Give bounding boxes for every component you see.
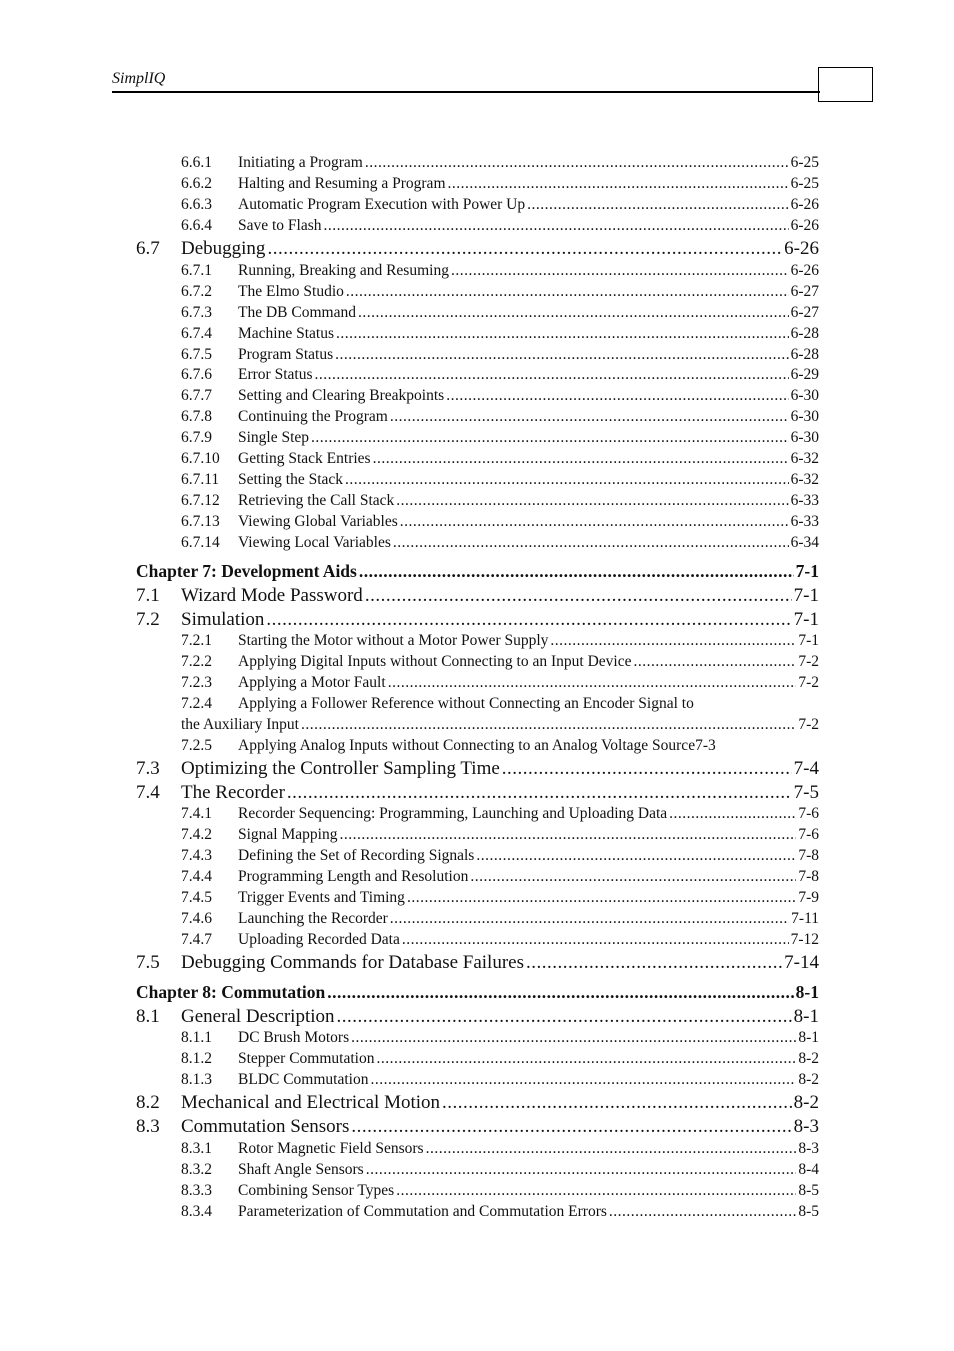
toc-entry-page: 7-2 [798, 716, 819, 733]
toc-entry-title: Combining Sensor Types [238, 1182, 395, 1199]
toc-entry[interactable] [181, 889, 819, 910]
toc-entry-page: 6-26 [790, 217, 819, 234]
dot-leader [402, 931, 789, 949]
toc-entry-title: Save to Flash [238, 217, 322, 234]
toc-entry-number: 6.7 [136, 238, 160, 259]
toc-entry-number: 8.1 [136, 1006, 160, 1027]
dot-leader [470, 868, 796, 886]
toc-entry-title: Chapter 8: Commutation [136, 982, 326, 1002]
dot-leader [448, 175, 789, 193]
toc-entry-page: 6-29 [790, 366, 819, 383]
toc-entry-title: the Auxiliary Input [181, 716, 299, 733]
toc-entry-number: 7.2.4 [181, 695, 212, 712]
dot-leader [266, 609, 791, 631]
dot-leader [339, 826, 796, 844]
toc-entry-number: 6.7.9 [181, 429, 212, 446]
toc-entry-title: Debugging Commands for Database Failures [181, 952, 524, 973]
toc-entry-page: 8-3 [793, 1116, 819, 1137]
dot-leader [476, 847, 796, 865]
toc-entry-page: 8-1 [793, 1006, 819, 1027]
toc-entry[interactable] [181, 325, 819, 346]
toc-entry-number: 7.1 [136, 585, 160, 606]
toc-entry-title: Continuing the Program [238, 408, 388, 425]
dot-leader [396, 492, 788, 510]
toc-entry-number: 7.2.5 [181, 737, 212, 754]
toc-entry-page: 7-14 [784, 952, 819, 973]
toc-entry-page: 6-27 [790, 304, 819, 321]
toc-entry-number: 8.3.2 [181, 1161, 212, 1178]
toc-entry-page: 7-12 [790, 931, 819, 948]
toc-entry-title: Signal Mapping [238, 826, 338, 843]
toc-entry-title: Uploading Recorded Data [238, 931, 400, 948]
toc-entry-title: Debugging [181, 238, 266, 259]
toc-entry-page: 7-4 [793, 758, 819, 779]
toc-entry-number: 7.3 [136, 758, 160, 779]
toc-entry[interactable] [181, 1140, 819, 1161]
dot-leader [451, 262, 789, 280]
header-rule [112, 91, 820, 93]
toc-entry[interactable] [181, 175, 819, 196]
dot-leader [390, 408, 789, 426]
toc-entry[interactable] [181, 283, 819, 304]
dot-leader [365, 585, 792, 607]
dot-leader [359, 561, 794, 582]
toc-entry-page: 6-30 [790, 387, 819, 404]
toc-entry-number: 7.2.2 [181, 653, 212, 670]
dot-leader [400, 513, 789, 531]
toc-entry[interactable] [181, 826, 819, 847]
toc-entry-title: Machine Status [238, 325, 334, 342]
toc-entry[interactable] [181, 262, 819, 283]
toc-entry[interactable] [136, 561, 819, 585]
toc-entry[interactable] [136, 1092, 819, 1116]
toc-entry-number: 6.7.6 [181, 366, 212, 383]
toc-entry-number: 6.7.1 [181, 262, 212, 279]
toc-entry-page: 8-2 [798, 1071, 819, 1088]
toc-entry-number: 7.4.1 [181, 805, 212, 822]
toc-entry[interactable] [136, 758, 819, 782]
toc-entry-title: Initiating a Program [238, 154, 363, 171]
dot-leader [446, 387, 788, 405]
dot-leader [324, 217, 789, 235]
toc-entry-page: 7-9 [798, 889, 819, 906]
toc-entry-title: Commutation Sensors [181, 1116, 350, 1137]
toc-entry[interactable] [181, 1182, 819, 1203]
toc-entry-title: The Elmo Studio [238, 283, 344, 300]
toc-entry-page: 8-2 [793, 1092, 819, 1113]
toc-entry-number: 8.3.3 [181, 1182, 212, 1199]
dot-leader [526, 952, 782, 974]
toc-entry[interactable] [181, 1161, 819, 1182]
toc-entry-title: Program Status [238, 346, 334, 363]
toc-entry[interactable] [181, 716, 819, 737]
toc-entry[interactable] [181, 1029, 819, 1050]
toc-entry-page: 8-1 [798, 1029, 819, 1046]
toc-entry-number: 7.2 [136, 609, 160, 630]
toc-entry-page: 7-1 [793, 585, 819, 606]
dot-leader [267, 238, 782, 260]
toc-entry-page: 7-8 [798, 868, 819, 885]
toc-entry-number: 7.4.2 [181, 826, 212, 843]
toc-entry-title: Running, Breaking and Resuming [238, 262, 449, 279]
toc-entry[interactable] [136, 1006, 819, 1030]
toc-entry[interactable] [181, 674, 819, 695]
toc-entry[interactable] [181, 534, 819, 555]
toc-entry-title: Mechanical and Electrical Motion [181, 1092, 441, 1113]
dot-leader [527, 196, 788, 214]
toc-entry-page: 8-5 [798, 1182, 819, 1199]
toc-entry-title: Halting and Resuming a Program [238, 175, 446, 192]
toc-entry-title: The Recorder [181, 782, 285, 803]
toc-entry[interactable] [181, 429, 819, 450]
dot-leader [373, 450, 789, 468]
toc-entry-title: Shaft Angle Sensors [238, 1161, 364, 1178]
toc-entry[interactable] [181, 805, 819, 826]
toc-entry[interactable] [181, 868, 819, 889]
toc-entry[interactable] [181, 1203, 819, 1224]
toc-entry-page: 6-30 [790, 408, 819, 425]
dot-leader [388, 674, 797, 692]
toc-entry-number: 7.4.7 [181, 931, 212, 948]
toc-entry[interactable] [136, 952, 819, 976]
toc-entry-number: 6.6.3 [181, 196, 212, 213]
toc-entry-page: 6-33 [790, 492, 819, 509]
toc-entry-page: 7-11 [791, 910, 819, 927]
toc-entry[interactable] [181, 513, 819, 534]
dot-leader [327, 982, 793, 1003]
toc-entry-page: 6-32 [790, 471, 819, 488]
toc-entry-title: Retrieving the Call Stack [238, 492, 395, 509]
toc-entry-page: 6-27 [790, 283, 819, 300]
toc-entry-page: 7-3 [695, 737, 716, 754]
toc-entry-title: Launching the Recorder [238, 910, 388, 927]
dot-leader [351, 1029, 796, 1047]
toc-entry[interactable] [181, 217, 819, 238]
toc-entry-title: Starting the Motor without a Motor Power Supply [238, 632, 549, 649]
toc-entry-title: Wizard Mode Password [181, 585, 363, 606]
dot-leader [336, 325, 789, 343]
toc-entry[interactable] [181, 1050, 819, 1071]
toc-entry[interactable] [136, 609, 819, 633]
toc-entry-number: 6.7.4 [181, 325, 212, 342]
toc-entry-page: 7-8 [798, 847, 819, 864]
toc-entry-number: 7.4.4 [181, 868, 212, 885]
toc-entry[interactable] [136, 585, 819, 609]
toc-entry-title: Optimizing the Controller Sampling Time [181, 758, 500, 779]
toc-entry-title: Applying a Follower Reference without Connecting an Encoder Signal to [238, 695, 694, 712]
running-header-title: SimplIQ [112, 70, 166, 87]
toc-entry[interactable] [181, 304, 819, 325]
toc-entry-page: 8-2 [798, 1050, 819, 1067]
dot-leader [407, 889, 796, 907]
toc-entry[interactable] [181, 632, 819, 653]
toc-entry-number: 8.2 [136, 1092, 160, 1113]
toc-entry-page: 6-26 [784, 238, 819, 259]
dot-leader [365, 154, 789, 172]
toc-entry-number: 8.3.1 [181, 1140, 212, 1157]
toc-entry[interactable] [181, 471, 819, 492]
dot-leader [550, 632, 796, 650]
toc-entry-number: 6.7.2 [181, 283, 212, 300]
toc-entry-title: Programming Length and Resolution [238, 868, 469, 885]
toc-entry-page: 6-32 [790, 450, 819, 467]
dot-leader [442, 1092, 792, 1114]
toc-entry-number: 7.4 [136, 782, 160, 803]
dot-leader [370, 1071, 796, 1089]
toc-entry-title: Viewing Local Variables [238, 534, 391, 551]
toc-entry-title: Applying Analog Inputs without Connecting to an Analog Voltage Source [238, 737, 696, 754]
toc-entry-page: 8-4 [798, 1161, 819, 1178]
toc-entry-number: 6.7.8 [181, 408, 212, 425]
dot-leader [287, 782, 792, 804]
toc-entry[interactable] [136, 238, 819, 262]
dot-leader [393, 534, 789, 552]
toc-entry-page: 7-1 [798, 632, 819, 649]
toc-entry[interactable] [136, 982, 819, 1006]
toc-entry-title: Chapter 7: Development Aids [136, 561, 357, 581]
toc-entry-number: 6.7.3 [181, 304, 212, 321]
dot-leader [376, 1050, 796, 1068]
dot-leader [609, 1203, 796, 1221]
toc-entry-title: Getting Stack Entries [238, 450, 371, 467]
toc-entry-title: Single Step [238, 429, 310, 446]
toc-entry-title: Rotor Magnetic Field Sensors [238, 1140, 424, 1157]
toc-entry-number: 8.1.2 [181, 1050, 212, 1067]
toc-entry-page: 8-5 [798, 1203, 819, 1220]
dot-leader [311, 429, 789, 447]
page-number-box [818, 67, 873, 102]
dot-leader [633, 653, 796, 671]
toc-entry-title: Stepper Commutation [238, 1050, 375, 1067]
toc-entry[interactable] [181, 366, 819, 387]
toc-entry-page: 7-5 [793, 782, 819, 803]
toc-entry-number: 6.6.1 [181, 154, 212, 171]
toc-entry-number: 7.4.5 [181, 889, 212, 906]
toc-entry[interactable] [181, 196, 819, 217]
toc-entry-number: 7.2.3 [181, 674, 212, 691]
dot-leader [358, 304, 789, 322]
toc-entry-number: 6.7.7 [181, 387, 212, 404]
toc-entry-title: Defining the Set of Recording Signals [238, 847, 475, 864]
toc-entry-page: 6-26 [790, 262, 819, 279]
toc-entry-page: 7-2 [798, 674, 819, 691]
toc-entry-title: Error Status [238, 366, 313, 383]
toc-entry-page: 6-25 [790, 175, 819, 192]
dot-leader [337, 1006, 792, 1028]
toc-entry-number: 6.7.13 [181, 513, 220, 530]
toc-entry[interactable] [181, 346, 819, 367]
toc-entry-page: 6-33 [790, 513, 819, 530]
toc-entry[interactable] [181, 653, 819, 674]
toc-entry-title: Setting the Stack [238, 471, 344, 488]
toc-entry[interactable] [181, 695, 819, 716]
toc-entry-page: 8-3 [798, 1140, 819, 1157]
toc-entry-number: 8.3.4 [181, 1203, 212, 1220]
dot-leader [366, 1161, 797, 1179]
toc-entry-page: 7-2 [798, 653, 819, 670]
toc-entry[interactable] [181, 931, 819, 952]
toc-entry[interactable] [181, 408, 819, 429]
toc-entry-number: 6.7.10 [181, 450, 220, 467]
toc-entry-title: BLDC Commutation [238, 1071, 369, 1088]
toc-entry-page: 7-6 [798, 805, 819, 822]
toc-entry[interactable] [136, 782, 819, 806]
dot-leader [335, 346, 788, 364]
toc-entry[interactable] [181, 387, 819, 408]
toc-entry-number: 6.6.4 [181, 217, 212, 234]
toc-entry-number: 6.6.2 [181, 175, 212, 192]
toc-entry-title: The DB Command [238, 304, 356, 321]
toc-entry-title: Applying Digital Inputs without Connecting to an Input Device [238, 653, 632, 670]
dot-leader [426, 1140, 797, 1158]
toc-entry-number: 7.2.1 [181, 632, 212, 649]
toc-entry-title: Recorder Sequencing: Programming, Launching and Uploading Data [238, 805, 668, 822]
toc-entry[interactable] [181, 737, 826, 758]
toc-entry-number: 8.1.3 [181, 1071, 212, 1088]
toc-entry-title: Setting and Clearing Breakpoints [238, 387, 445, 404]
toc-entry-number: 6.7.11 [181, 471, 220, 488]
toc-entry-title: Automatic Program Execution with Power Up [238, 196, 526, 213]
toc-entry-page: 7-6 [798, 826, 819, 843]
toc-entry-title: DC Brush Motors [238, 1029, 350, 1046]
dot-leader [345, 471, 789, 489]
toc-entry-number: 7.4.6 [181, 910, 212, 927]
dot-leader [669, 805, 796, 823]
toc-entry[interactable] [181, 450, 819, 471]
toc-entry[interactable] [181, 910, 819, 931]
toc-entry-title: General Description [181, 1006, 335, 1027]
toc-entry-number: 7.4.3 [181, 847, 212, 864]
dot-leader [314, 366, 788, 384]
toc-entry-page: 6-34 [790, 534, 819, 551]
dot-leader [396, 1182, 796, 1200]
toc-entry[interactable] [181, 1071, 819, 1092]
toc-entry-number: 6.7.12 [181, 492, 220, 509]
toc-entry-page: 6-30 [790, 429, 819, 446]
dot-leader [390, 910, 789, 928]
toc-entry-page: 7-1 [793, 609, 819, 630]
dot-leader [351, 1116, 791, 1138]
toc-entry-page: 7-1 [795, 561, 819, 581]
toc-entry[interactable] [181, 492, 819, 513]
dot-leader [301, 716, 796, 734]
toc-entry-number: 8.3 [136, 1116, 160, 1137]
toc-entry-page: 6-28 [790, 325, 819, 342]
toc-entry-title: Applying a Motor Fault [238, 674, 386, 691]
toc-entry-number: 6.7.14 [181, 534, 220, 551]
toc-entry-page: 6-25 [790, 154, 819, 171]
toc-entry[interactable] [181, 154, 819, 175]
toc-entry-title: Simulation [181, 609, 265, 630]
toc-entry-page: 6-28 [790, 346, 819, 363]
toc-entry-page: 8-1 [795, 982, 819, 1002]
toc-entry-number: 6.7.5 [181, 346, 212, 363]
toc-entry-title: Trigger Events and Timing [238, 889, 405, 906]
dot-leader [502, 758, 792, 780]
toc-entry-number: 8.1.1 [181, 1029, 212, 1046]
toc-entry[interactable] [136, 1116, 819, 1140]
toc-entry-title: Parameterization of Commutation and Commutation Errors [238, 1203, 607, 1220]
dot-leader [346, 283, 789, 301]
toc-entry-page: 6-26 [790, 196, 819, 213]
toc-entry[interactable] [181, 847, 819, 868]
toc-entry-title: Viewing Global Variables [238, 513, 398, 530]
toc-entry-number: 7.5 [136, 952, 160, 973]
